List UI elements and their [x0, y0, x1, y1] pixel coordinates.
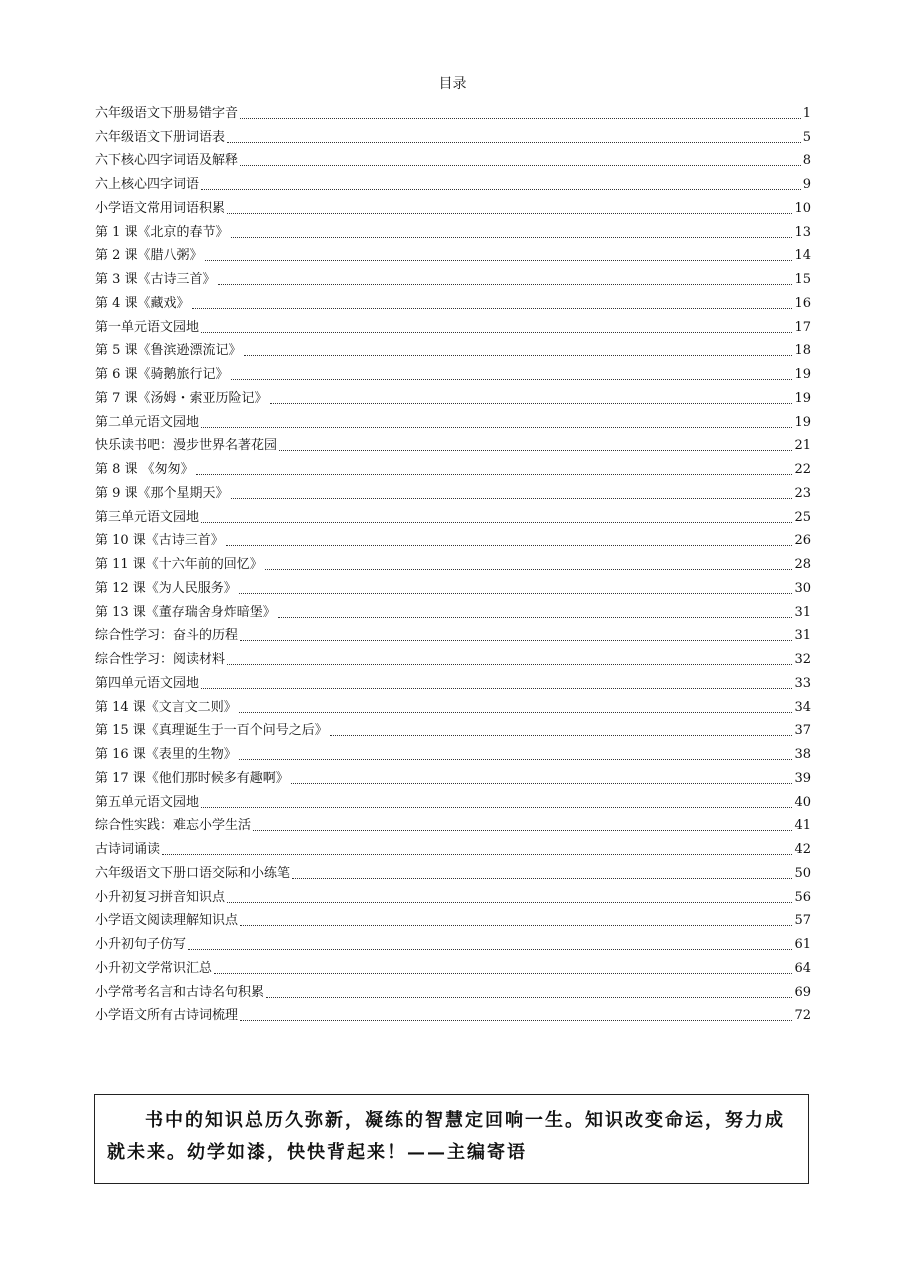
toc-entry-label: 快乐读书吧：漫步世界名著花园	[95, 438, 278, 454]
toc-entry-page-number: 38	[794, 747, 811, 762]
toc-entry[interactable]	[95, 692, 811, 716]
toc-entry[interactable]	[95, 241, 811, 265]
toc-entry-page-number: 14	[794, 248, 811, 264]
toc-entry-page-number: 61	[794, 937, 811, 952]
toc-entry-page-number: 32	[794, 652, 811, 667]
toc-dot-leader	[240, 924, 792, 926]
toc-entry-label: 第 15 课《真理诞生于一百个问号之后》	[95, 723, 328, 739]
toc-entry-page-number: 1	[802, 105, 811, 121]
toc-entry-label: 小升初句子仿写	[95, 937, 187, 952]
toc-dot-leader	[218, 283, 793, 285]
toc-dot-leader	[201, 331, 792, 333]
toc-entry-page-number: 8	[802, 153, 811, 169]
toc-dot-leader	[201, 188, 801, 190]
toc-entry-label: 古诗词诵读	[95, 842, 161, 857]
toc-entry[interactable]	[95, 668, 811, 692]
toc-entry[interactable]	[95, 906, 811, 930]
toc-dot-leader	[227, 212, 792, 214]
toc-entry[interactable]	[95, 407, 811, 431]
toc-entry[interactable]	[95, 264, 811, 288]
toc-entry[interactable]	[95, 977, 811, 1001]
toc-entry-page-number: 19	[794, 390, 811, 406]
toc-entry-label: 第四单元语文园地	[95, 675, 200, 691]
toc-dot-leader	[231, 497, 793, 499]
toc-entry-label: 第 10 课《古诗三首》	[95, 533, 224, 549]
toc-entry-label: 小学语文阅读理解知识点	[95, 913, 239, 929]
page-title: 目录	[438, 76, 467, 92]
toc-entry[interactable]	[95, 431, 811, 455]
toc-entry-page-number: 19	[794, 414, 811, 430]
toc-dot-leader	[278, 616, 793, 618]
toc-entry-label: 第 5 课《鲁滨逊漂流记》	[95, 343, 242, 359]
toc-dot-leader	[162, 853, 792, 855]
toc-entry-label: 六上核心四字词语	[95, 177, 200, 192]
toc-entry[interactable]	[95, 502, 811, 526]
toc-dot-leader	[192, 307, 793, 309]
toc-dot-leader	[330, 734, 793, 736]
toc-entry-label: 小学语文所有古诗词梳理	[95, 1008, 239, 1024]
toc-dot-leader	[244, 354, 793, 356]
toc-entry-label: 第三单元语文园地	[95, 509, 200, 525]
toc-entry-page-number: 56	[794, 889, 811, 905]
toc-entry-page-number: 19	[794, 367, 811, 382]
toc-entry-page-number: 40	[794, 794, 811, 810]
toc-entry[interactable]	[95, 98, 811, 122]
toc-entry[interactable]	[95, 288, 811, 312]
table-of-contents	[95, 98, 811, 1024]
toc-entry[interactable]	[95, 122, 811, 146]
toc-dot-leader	[265, 568, 793, 570]
toc-dot-leader	[239, 758, 793, 760]
toc-dot-leader	[226, 544, 793, 546]
toc-dot-leader	[227, 901, 792, 903]
toc-entry[interactable]	[95, 193, 811, 217]
toc-entry[interactable]	[95, 526, 811, 550]
toc-entry-page-number: 34	[794, 699, 811, 715]
toc-entry-label: 小升初文学常识汇总	[95, 960, 213, 976]
toc-dot-leader	[231, 378, 793, 380]
toc-entry[interactable]	[95, 359, 811, 383]
toc-entry-label: 第 14 课《文言文二则》	[95, 699, 237, 715]
toc-dot-leader	[292, 877, 792, 879]
toc-entry-label: 六下核心四字词语及解释	[95, 153, 239, 169]
toc-entry[interactable]	[95, 312, 811, 336]
toc-dot-leader	[240, 117, 801, 119]
toc-entry-page-number: 57	[794, 913, 811, 929]
toc-dot-leader	[205, 259, 793, 261]
toc-dot-leader	[240, 639, 792, 641]
toc-entry-label: 第 8 课 《匆匆》	[95, 462, 194, 477]
toc-entry[interactable]	[95, 217, 811, 241]
toc-entry-label: 第 12 课《为人民服务》	[95, 580, 237, 596]
toc-dot-leader	[253, 829, 792, 831]
editor-motto-text: 书中的知识总历久弥新，凝练的智慧定回响一生。知识改变命运，努力成就未来。幼学如漆，快快背起来！——主编寄语	[107, 1110, 785, 1163]
toc-dot-leader	[291, 782, 793, 784]
toc-entry[interactable]	[95, 811, 811, 835]
toc-entry[interactable]	[95, 169, 811, 193]
toc-dot-leader	[279, 449, 792, 451]
toc-entry-label: 第 1 课《北京的春节》	[95, 224, 229, 240]
toc-entry-page-number: 33	[794, 675, 811, 691]
toc-dot-leader	[227, 141, 801, 143]
toc-entry-page-number: 25	[794, 509, 811, 525]
toc-entry-label: 第 7 课《汤姆・索亚历险记》	[95, 390, 268, 406]
toc-entry[interactable]	[95, 834, 811, 858]
toc-dot-leader	[239, 711, 793, 713]
toc-entry-label: 第 11 课《十六年前的回忆》	[95, 557, 263, 572]
toc-entry-page-number: 18	[794, 343, 811, 359]
toc-entry-page-number: 37	[794, 723, 811, 739]
toc-dot-leader	[201, 426, 792, 428]
toc-entry-page-number: 41	[794, 818, 811, 834]
toc-entry-page-number: 5	[802, 129, 811, 145]
toc-entry-label: 小学语文常用词语积累	[95, 200, 226, 216]
toc-entry[interactable]	[95, 953, 811, 977]
toc-dot-leader	[201, 687, 792, 689]
toc-entry[interactable]	[95, 763, 811, 787]
toc-entry-label: 第二单元语文园地	[95, 414, 200, 430]
editor-motto-box	[94, 1094, 809, 1184]
toc-entry-label: 小学常考名言和古诗名句积累	[95, 984, 265, 1000]
toc-entry[interactable]	[95, 573, 811, 597]
toc-entry[interactable]	[95, 644, 811, 668]
toc-entry-label: 第 17 课《他们那时候多有趣啊》	[95, 770, 289, 786]
toc-entry-label: 第 4 课《藏戏》	[95, 295, 190, 311]
toc-entry-page-number: 22	[794, 462, 811, 477]
toc-entry[interactable]	[95, 1001, 811, 1025]
toc-entry-page-number: 21	[794, 438, 811, 454]
toc-entry-page-number: 23	[794, 485, 811, 501]
toc-entry-page-number: 16	[794, 295, 811, 311]
toc-dot-leader	[214, 972, 792, 974]
toc-entry-label: 综合性学习：阅读材料	[95, 652, 226, 667]
toc-entry-label: 六年级语文下册口语交际和小练笔	[95, 865, 291, 881]
toc-dot-leader	[196, 473, 793, 475]
toc-entry[interactable]	[95, 858, 811, 882]
toc-entry[interactable]	[95, 146, 811, 170]
toc-dot-leader	[231, 236, 793, 238]
toc-entry[interactable]	[95, 929, 811, 953]
toc-entry-label: 第 3 课《古诗三首》	[95, 272, 216, 287]
toc-entry[interactable]	[95, 549, 811, 573]
toc-entry-page-number: 30	[794, 580, 811, 596]
toc-entry-label: 第 2 课《腊八粥》	[95, 248, 203, 264]
toc-entry-label: 小升初复习拼音知识点	[95, 889, 226, 905]
toc-entry-label: 第五单元语文园地	[95, 794, 200, 810]
toc-entry-page-number: 9	[802, 177, 811, 192]
toc-entry[interactable]	[95, 336, 811, 360]
toc-entry[interactable]	[95, 454, 811, 478]
toc-entry-page-number: 69	[794, 984, 811, 1000]
toc-entry[interactable]	[95, 478, 811, 502]
toc-entry-label: 六年级语文下册易错字音	[95, 105, 239, 121]
toc-dot-leader	[227, 663, 792, 665]
toc-entry-page-number: 17	[794, 319, 811, 335]
toc-entry-page-number: 72	[794, 1008, 811, 1024]
toc-dot-leader	[270, 402, 793, 404]
toc-dot-leader	[188, 948, 792, 950]
toc-entry-page-number: 26	[794, 533, 811, 549]
toc-entry-page-number: 28	[794, 557, 811, 572]
toc-entry-page-number: 50	[794, 865, 811, 881]
toc-entry-label: 六年级语文下册词语表	[95, 129, 226, 145]
toc-entry-page-number: 64	[794, 960, 811, 976]
toc-entry-page-number: 39	[794, 770, 811, 786]
toc-entry-label: 第 6 课《骑鹅旅行记》	[95, 367, 229, 382]
toc-dot-leader	[239, 592, 793, 594]
toc-entry-label: 第 9 课《那个星期天》	[95, 485, 229, 501]
toc-dot-leader	[201, 806, 792, 808]
toc-dot-leader	[240, 1019, 792, 1021]
toc-entry-page-number: 31	[794, 628, 811, 644]
toc-entry[interactable]	[95, 739, 811, 763]
toc-entry[interactable]	[95, 383, 811, 407]
toc-dot-leader	[201, 521, 792, 523]
toc-dot-leader	[266, 996, 792, 998]
toc-entry[interactable]	[95, 716, 811, 740]
toc-entry[interactable]	[95, 621, 811, 645]
toc-entry-page-number: 42	[794, 842, 811, 857]
toc-entry-label: 第 13 课《董存瑞舍身炸暗堡》	[95, 604, 276, 620]
toc-dot-leader	[240, 164, 801, 166]
toc-entry-label: 第一单元语文园地	[95, 319, 200, 335]
toc-entry[interactable]	[95, 597, 811, 621]
toc-entry-page-number: 10	[794, 200, 811, 216]
toc-entry-label: 综合性学习：奋斗的历程	[95, 628, 239, 644]
toc-entry-label: 综合性实践：难忘小学生活	[95, 818, 252, 834]
toc-entry-label: 第 16 课《表里的生物》	[95, 747, 237, 762]
toc-entry-page-number: 31	[794, 604, 811, 620]
toc-entry-page-number: 15	[794, 272, 811, 287]
toc-entry[interactable]	[95, 882, 811, 906]
toc-entry[interactable]	[95, 787, 811, 811]
toc-entry-page-number: 13	[794, 224, 811, 240]
